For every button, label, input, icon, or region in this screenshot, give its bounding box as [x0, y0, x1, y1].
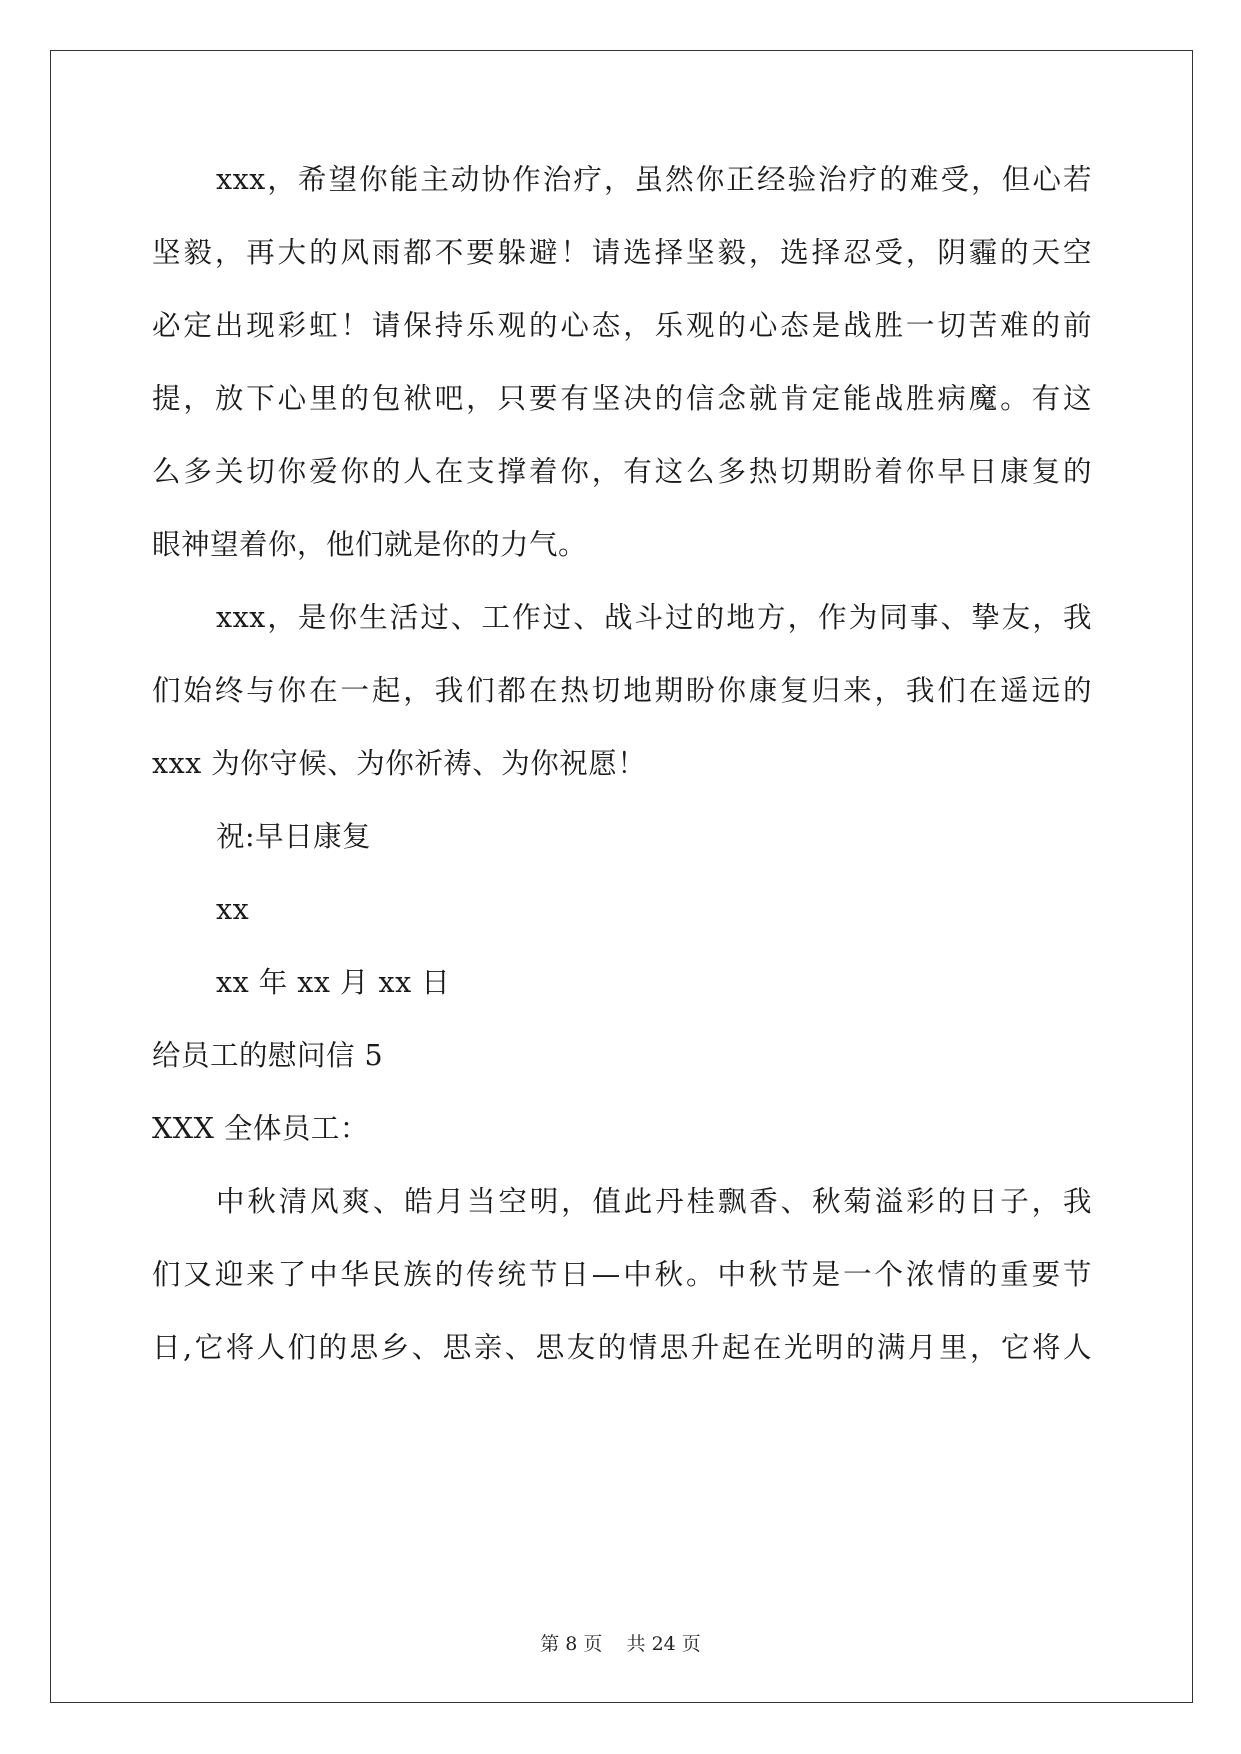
paragraph-line: 提，放下心里的包袱吧，只要有坚决的信念就肯定能战胜病魔。有这 — [152, 382, 1092, 415]
paragraph-line: xxx，是你生活过、工作过、战斗过的地方，作为同事、挚友，我 — [216, 601, 1092, 634]
page-total: 共 24 页 — [626, 1633, 701, 1655]
paragraph-line: 中秋清风爽、皓月当空明，值此丹桂飘香、秋菊溢彩的日子，我 — [216, 1185, 1092, 1218]
closing-date: xx 年 xx 月 xx 日 — [216, 966, 451, 999]
page-number: 第 8 页 — [540, 1633, 603, 1655]
page-footer — [0, 1630, 1241, 1658]
letter-title: 给员工的慰问信 5 — [152, 1039, 384, 1072]
paragraph-line: 们始终与你在一起，我们都在热切地期盼你康复归来，我们在遥远的 — [152, 674, 1092, 707]
closing-signature: xx — [216, 893, 250, 926]
letter-salutation: XXX 全体员工： — [152, 1112, 369, 1145]
paragraph-line: 必定出现彩虹！请保持乐观的心态，乐观的心态是战胜一切苦难的前 — [152, 309, 1092, 342]
paragraph-line: 日,它将人们的思乡、思亲、思友的情思升起在光明的满月里，它将人 — [152, 1331, 1092, 1364]
paragraph-line: 眼神望着你，他们就是你的力气。 — [152, 528, 588, 561]
paragraph-line: 们又迎来了中华民族的传统节日—中秋。中秋节是一个浓情的重要节 — [152, 1258, 1092, 1291]
closing-wish: 祝:早日康复 — [216, 820, 372, 853]
paragraph-line: 么多关切你爱你的人在支撑着你，有这么多热切期盼着你早日康复的 — [152, 455, 1092, 488]
page-border — [50, 50, 1193, 1703]
paragraph-line: 坚毅，再大的风雨都不要躲避！请选择坚毅，选择忍受，阴霾的天空 — [152, 236, 1092, 269]
paragraph-line: xxx 为你守候、为你祈祷、为你祝愿！ — [152, 747, 647, 780]
paragraph-line: xxx，希望你能主动协作治疗，虽然你正经验治疗的难受，但心若 — [216, 163, 1092, 196]
